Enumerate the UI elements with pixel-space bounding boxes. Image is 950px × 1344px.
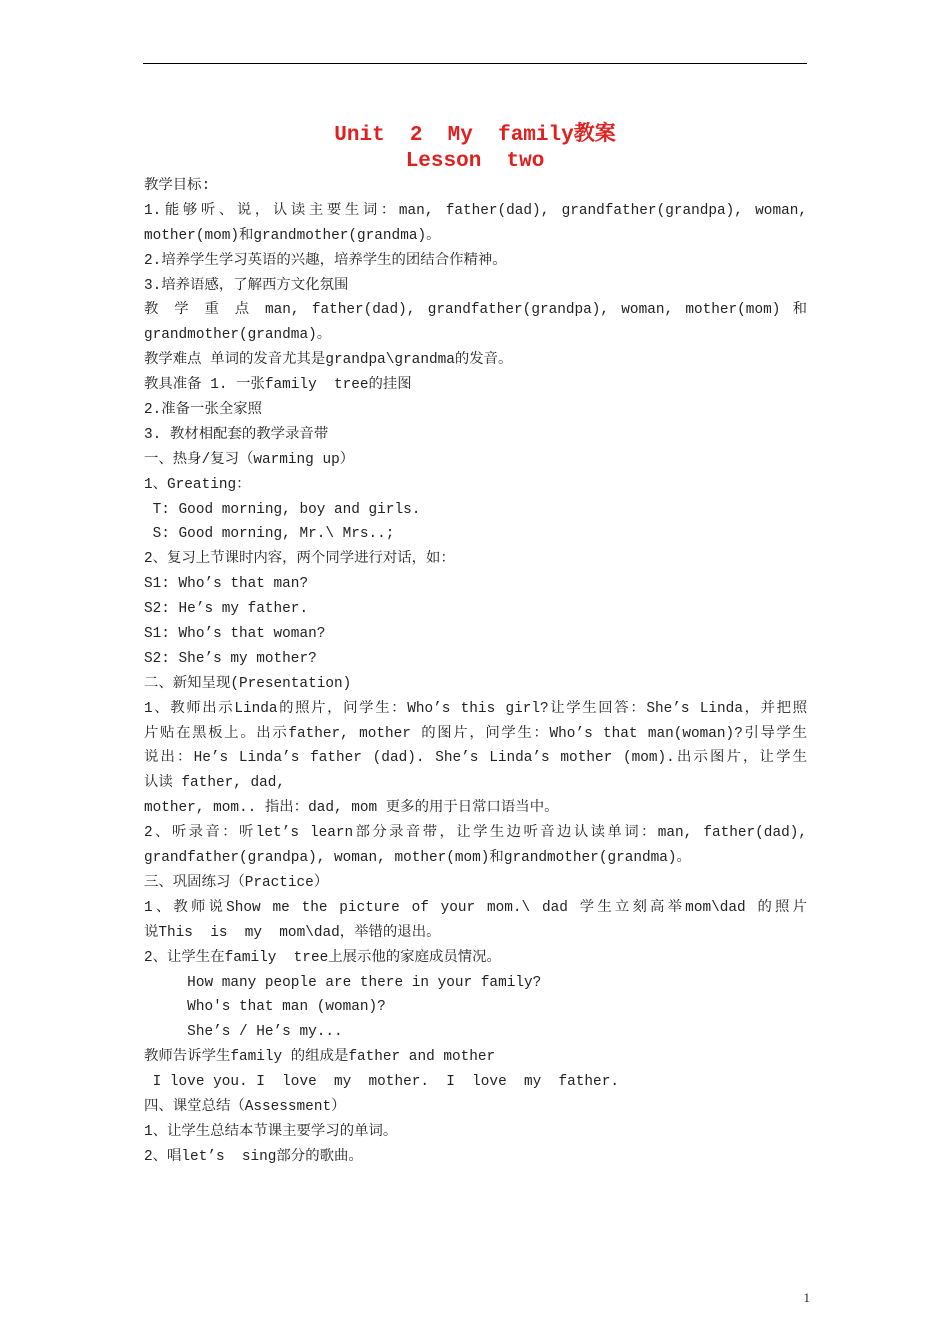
text-line: mother, mom.. 指出：dad, mom 更多的用于日常口语当中。: [144, 800, 559, 817]
text-line: 3. 教材相配套的教学录音带: [144, 426, 329, 443]
text-line: S1: Who’s that woman?: [144, 626, 326, 643]
text-line: S1: Who’s that man?: [144, 576, 309, 593]
text-line: How many people are there in your family?: [144, 974, 542, 991]
document-body: [144, 174, 807, 1170]
text-line: 说出：He’s Linda’s father (dad). She’s Linda’s mother (mom).出示图片，让学生: [144, 750, 807, 767]
text-line: 2、听录音：听let’s learn部分录音带，让学生边听音边认读单词：man, father(dad),: [144, 825, 807, 842]
text-line: 1、让学生总结本节课主要学习的单词。: [144, 1123, 398, 1140]
text-line: 1、教师说Show me the picture of your mom.\ dad 学生立刻高举mom\dad 的照片: [144, 899, 807, 916]
text-line: 一、热身/复习（warming up）: [144, 451, 355, 468]
text-line: 2、让学生在family tree上展示他的家庭成员情况。: [144, 949, 501, 966]
text-line: 教 学 重 点 man, father(dad), grandfather(grandpa), woman, mother(mom) 和: [144, 302, 807, 319]
text-line: 3.培养语感，了解西方文化氛围: [144, 277, 349, 294]
text-line: 教学难点 单词的发音尤其是grandpa\grandma的发音。: [144, 352, 513, 369]
text-line: I love you. I love my mother. I love my father.: [144, 1074, 619, 1091]
header-rule: [143, 63, 807, 64]
text-line: grandmother(grandma)。: [144, 327, 332, 344]
text-line: 说This is my mom\dad，举错的退出。: [144, 924, 441, 941]
text-line: 2.培养学生学习英语的兴趣，培养学生的团结合作精神。: [144, 252, 507, 269]
text-line: 二、新知呈现(Presentation): [144, 675, 352, 692]
text-line: 教师告诉学生family 的组成是father and mother: [144, 1049, 496, 1066]
text-line: T: Good morning, boy and girls.: [144, 501, 421, 518]
text-line: 2、复习上节课时内容，两个同学进行对话，如：: [144, 551, 455, 568]
text-line: S2: She’s my mother?: [144, 650, 317, 667]
text-line: 2、唱let’s sing部分的歌曲。: [144, 1148, 363, 1165]
text-line: S: Good morning, Mr.\ Mrs..;: [144, 526, 395, 543]
text-line: 1.能够听、说，认读主要生词：man, father(dad), grandfather(grandpa), woman,: [144, 202, 807, 219]
text-line: 2.准备一张全家照: [144, 402, 263, 419]
text-line: mother(mom)和grandmother(grandma)。: [144, 227, 441, 244]
text-line: She’s / He’s my...: [144, 1024, 343, 1041]
document-subtitle: Lesson two: [405, 150, 545, 173]
text-line: 教具准备 1. 一张family tree的挂图: [144, 377, 412, 394]
document-title: Unit 2 My family教案: [334, 124, 616, 147]
text-line: S2: He’s my father.: [144, 601, 309, 618]
text-line: 三、巩固练习（Practice）: [144, 874, 329, 891]
text-line: 1、Greating：: [144, 476, 251, 493]
page-number: 1: [803, 1290, 810, 1305]
text-line: 片贴在黑板上。出示father, mother 的图片，问学生：Who’s that man(woman)?引导学生: [144, 725, 807, 742]
text-line: 1、教师出示Linda的照片，问学生：Who’s this girl?让学生回答：She’s Linda，并把照: [144, 700, 807, 717]
text-line: grandfather(grandpa), woman, mother(mom)和grandmother(grandma)。: [144, 850, 691, 867]
text-line: Who's that man (woman)?: [144, 999, 386, 1016]
text-line: 四、课堂总结（Assessment）: [144, 1098, 346, 1115]
text-line: 教学目标:: [144, 178, 211, 194]
text-line: 认读 father, dad,: [144, 775, 286, 792]
